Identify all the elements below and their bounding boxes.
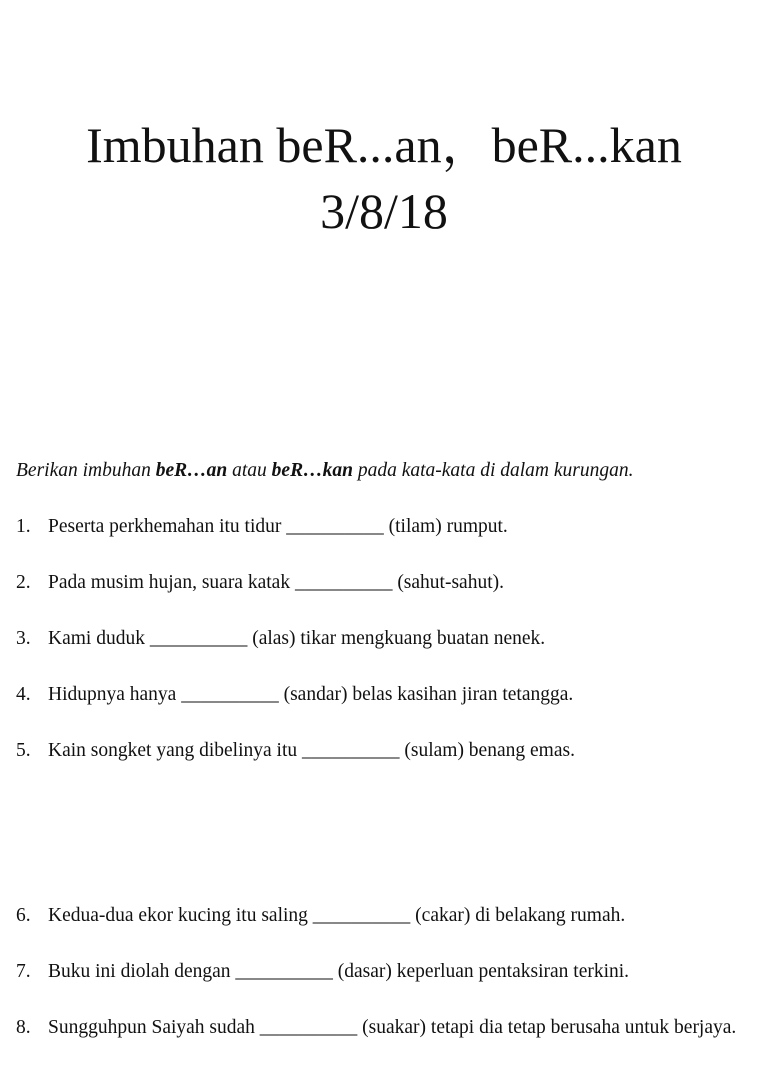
question-item [16, 739, 761, 795]
question-text: Buku ini diolah dengan __________ (dasar) keperluan pentaksiran terkini. [48, 961, 630, 982]
instruction-bold-ber-kan: beR…kan [271, 460, 353, 481]
question-text: Kedua-dua ekor kucing itu saling __________ (cakar) di belakang rumah. [48, 905, 626, 926]
question-item [16, 904, 761, 960]
question-list-group-b [16, 904, 761, 1072]
question-number: 5. [16, 740, 31, 761]
question-number: 8. [16, 1017, 31, 1038]
question-item [16, 571, 761, 627]
instruction-part-3: pada kata-kata di dalam kurungan. [352, 460, 634, 481]
question-text: Kami duduk __________ (alas) tikar mengkuang buatan nenek. [48, 628, 546, 649]
question-item [16, 627, 761, 683]
instruction-part-2: atau [227, 460, 272, 481]
question-text: Hidupnya hanya __________ (sandar) belas kasihan jiran tetangga. [48, 684, 574, 705]
instruction-part-1: Berikan imbuhan [16, 460, 156, 481]
question-item [16, 960, 761, 1016]
question-number: 1. [16, 516, 31, 537]
question-text: Pada musim hujan, suara katak __________ (sahut-sahut). [48, 572, 504, 593]
instruction-text [16, 460, 761, 482]
question-number: 4. [16, 684, 31, 705]
instruction-bold-ber-an: beR…an [155, 460, 228, 481]
question-item [16, 1016, 761, 1072]
question-text: Sungguhpun Saiyah sudah __________ (suakar) tetapi dia tetap berusaha untuk berjaya. [48, 1017, 737, 1038]
question-list-group-a [16, 515, 761, 795]
question-number: 6. [16, 905, 31, 926]
question-number: 7. [16, 961, 31, 982]
title-line-topic: Imbuhan beR...an，beR...kan [86, 117, 682, 173]
page-title [0, 112, 768, 244]
title-line-date: 3/8/18 [320, 183, 448, 239]
question-text: Peserta perkhemahan itu tidur __________ (tilam) rumput. [48, 516, 508, 537]
question-text: Kain songket yang dibelinya itu __________ (sulam) benang emas. [48, 740, 575, 761]
question-number: 2. [16, 572, 31, 593]
question-item [16, 515, 761, 571]
question-item [16, 683, 761, 739]
question-number: 3. [16, 628, 31, 649]
